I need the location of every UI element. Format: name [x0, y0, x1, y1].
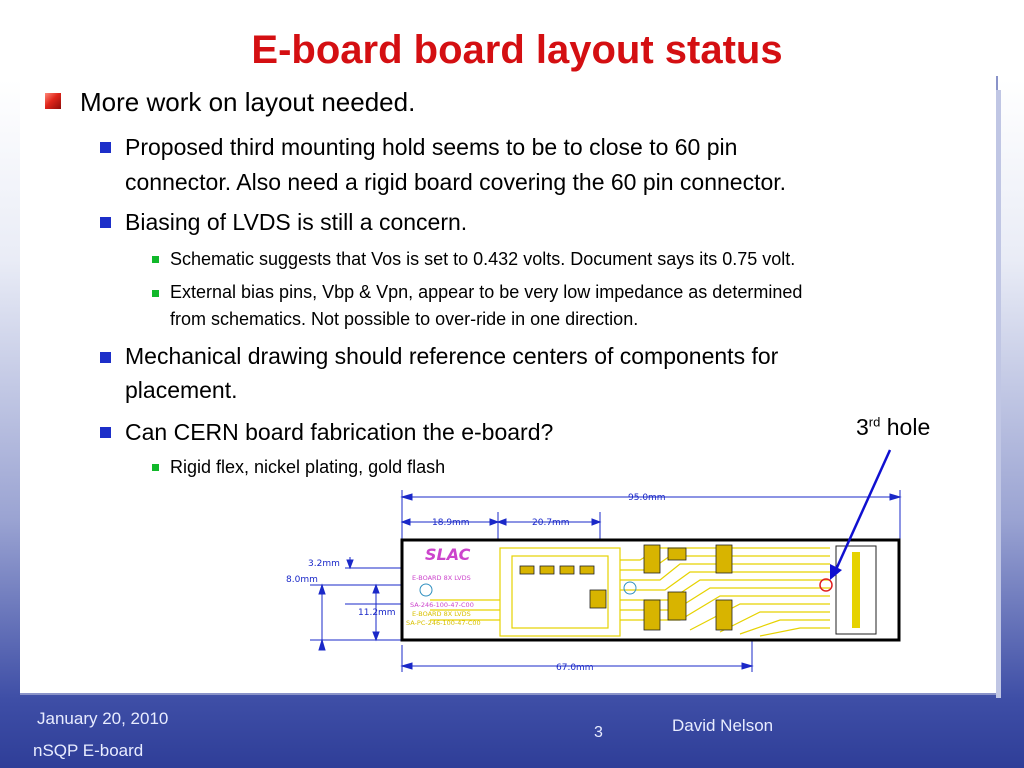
dim-height-top: 3.2mm: [308, 559, 340, 569]
silk-logo: SLAC: [425, 545, 471, 564]
silk-part-number: SA-246-100-47-C00: [410, 601, 474, 609]
footer-project: nSQP E-board: [33, 741, 144, 760]
bullet-text: Can CERN board fabrication the e-board?: [125, 419, 554, 445]
page-number: 3: [594, 724, 603, 741]
silk-board-name-2: E-BOARD 8X LVDS: [412, 610, 471, 618]
dim-left-section: 18.9mm: [432, 518, 470, 528]
callout-ordinal: rd: [868, 414, 881, 430]
bullet-text: External bias pins, Vbp & Vpn, appear to be very low impedance as determined: [170, 282, 803, 302]
callout-number: 3: [856, 414, 869, 440]
bullet-text: Rigid flex, nickel plating, gold flash: [170, 457, 446, 477]
bullet-text: Proposed third mounting hold seems to be to close to 60 pin: [125, 134, 738, 160]
dim-height-11: 11.2mm: [358, 608, 396, 618]
dim-total-width: 95.0mm: [628, 493, 666, 503]
bullet-text: from schematics. Not possible to over-ride in one direction.: [170, 309, 639, 329]
dim-height-8: 8.0mm: [286, 575, 318, 585]
dim-bottom-width: 67.0mm: [556, 663, 594, 673]
footer-author: David Nelson: [672, 716, 774, 735]
slide-title: E-board board layout status: [251, 28, 783, 72]
bullet-text: Biasing of LVDS is still a concern.: [125, 209, 468, 235]
bullet-text: More work on layout needed.: [80, 87, 416, 117]
bullet-text: Schematic suggests that Vos is set to 0.432 volts. Document says its 0.75 volt.: [170, 249, 796, 269]
bullet-text: placement.: [125, 377, 238, 403]
silk-board-name: E-BOARD 8X LVDS: [412, 574, 471, 582]
footer-date: January 20, 2010: [37, 709, 169, 728]
bullet-text: connector. Also need a rigid board covering the 60 pin connector.: [125, 169, 787, 195]
bullet-text: Mechanical drawing should reference centers of components for: [125, 343, 779, 369]
silk-part-number-2: SA-PC-246-100-47-C00: [406, 619, 481, 627]
dim-middle-section: 20.7mm: [532, 518, 570, 528]
callout-label: hole: [880, 414, 931, 440]
